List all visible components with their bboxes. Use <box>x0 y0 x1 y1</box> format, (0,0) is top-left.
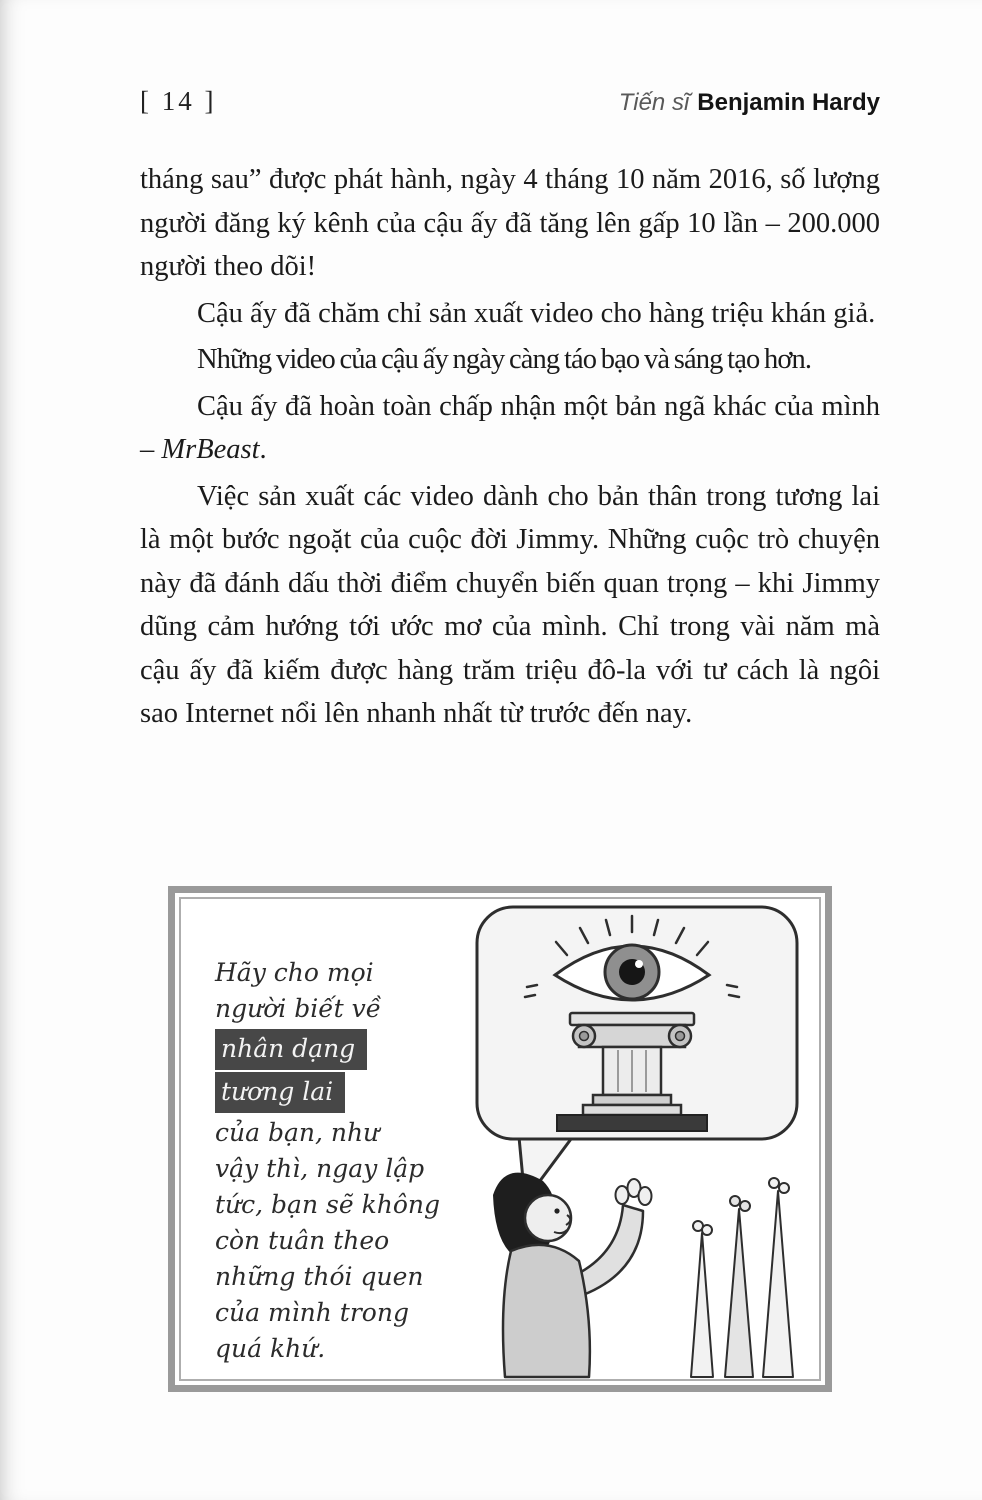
hand-fingers <box>616 1179 652 1205</box>
running-header <box>619 89 880 117</box>
caption-line: của bạn, như <box>215 1118 380 1147</box>
caption-line: tức, bạn sẽ không <box>215 1190 440 1219</box>
body-text <box>140 158 880 739</box>
caption-line: người biết về <box>215 994 382 1023</box>
caption-line: những thói quen <box>215 1262 424 1291</box>
caption-line: vậy thì, ngay lập <box>215 1154 425 1183</box>
caption-highlight-line: nhân dạng <box>215 1029 367 1070</box>
caption-line: của mình trong <box>215 1298 409 1327</box>
caption-highlight-line: tương lai <box>215 1072 345 1113</box>
paragraph-4 <box>140 385 880 472</box>
crowd-hands <box>691 1178 793 1377</box>
author-title: Tiến sĩ <box>618 89 690 116</box>
caption-line: Hãy cho mọi <box>215 958 374 987</box>
person-figure <box>493 1173 652 1377</box>
illustration-inner-frame <box>179 897 821 1381</box>
author-name: Benjamin Hardy <box>697 89 880 116</box>
page-header <box>140 86 880 117</box>
paragraph-3: Những video của cậu ấy ngày càng táo bạo và sáng tạo hơn. <box>197 344 812 375</box>
paragraph-1: tháng sau” được phát hành, ngày 4 tháng 10 năm 2016, số lượng người đăng ký kênh của cậu ấy đã tăng lên gấp 10 lần – 200.000 người theo dõi! <box>140 164 880 282</box>
caption-line: còn tuân theo <box>215 1226 390 1255</box>
page-number: [ 14 ] <box>140 86 217 116</box>
cartoon-illustration <box>407 899 807 1379</box>
paragraph-5: Việc sản xuất các video dành cho bản thân trong tương lai là một bước ngoặt của cuộc đời Jimmy. Những cuộc trò chuyện này đã đánh dấu thời điểm chuyển biến quan trọng – khi Jimmy dũng cảm hướng tới ước mơ của mình. Chỉ trong vài năm mà cậu ấy đã kiếm được hàng trăm triệu đô-la với tư cách là ngôi sao Internet nổi lên nhanh nhất từ trước đến nay. <box>140 480 880 729</box>
paragraph-4-emphasis: MrBeast <box>161 434 260 465</box>
paragraph-4-text: Cậu ấy đã hoàn toàn chấp nhận một bản ngã khác của mình – <box>140 390 880 465</box>
paragraph-2: Cậu ấy đã chăm chỉ sản xuất video cho hàng triệu khán giả. <box>197 297 876 329</box>
paragraph-4-period: . <box>259 434 267 465</box>
caption-line: quá khứ. <box>215 1334 326 1363</box>
illustration-frame <box>168 886 832 1392</box>
